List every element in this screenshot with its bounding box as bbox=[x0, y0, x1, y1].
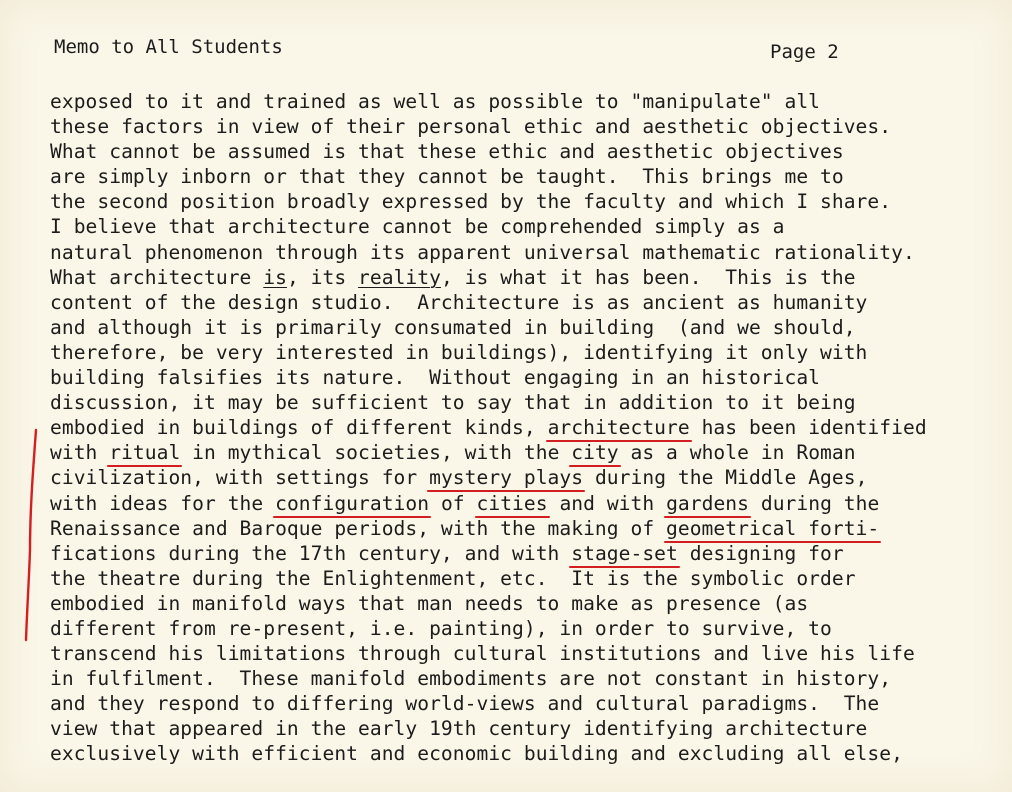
text-segment: during the bbox=[749, 491, 880, 515]
red-underlined-phrase: gardens bbox=[666, 491, 749, 515]
text-line bbox=[50, 390, 1000, 415]
underlined-word: reality bbox=[358, 265, 441, 289]
text-segment: different from re-present, i.e. painting), in order to survive, to bbox=[50, 616, 832, 640]
text-segment: , is what it has been. This is the bbox=[440, 265, 856, 289]
text-segment: during the Middle Ages, bbox=[583, 466, 868, 490]
text-line bbox=[50, 541, 1000, 566]
text-line bbox=[50, 516, 1000, 541]
text-segment: with bbox=[50, 441, 110, 465]
text-line bbox=[50, 741, 1000, 766]
text-segment: the second position broadly expressed by the faculty and which I share. bbox=[50, 190, 892, 214]
text-line bbox=[50, 164, 1000, 189]
text-line bbox=[50, 340, 1000, 365]
text-line bbox=[50, 265, 1000, 290]
text-segment: in fulfilment. These manifold embodiments are not constant in history, bbox=[50, 667, 892, 691]
text-line bbox=[50, 691, 1000, 716]
red-underlined-phrase: geometrical forti- bbox=[666, 516, 880, 540]
text-segment: What architecture bbox=[50, 265, 264, 289]
text-segment: view that appeared in the early 19th century identifying architecture bbox=[50, 717, 868, 741]
text-segment: the theatre during the Enlightenment, etc. It is the symbolic order bbox=[50, 566, 856, 590]
text-line bbox=[50, 491, 1000, 516]
text-line bbox=[50, 465, 1000, 490]
text-segment: designing for bbox=[677, 541, 844, 565]
text-line bbox=[50, 139, 1000, 164]
text-line bbox=[50, 114, 1000, 139]
text-line bbox=[50, 616, 1000, 641]
text-segment: civilization, with settings for bbox=[50, 466, 430, 490]
text-line bbox=[50, 566, 1000, 591]
text-segment: building falsifies its nature. Without engaging in an historical bbox=[50, 366, 821, 390]
text-line bbox=[50, 315, 1000, 340]
text-line bbox=[50, 365, 1000, 390]
text-line bbox=[50, 591, 1000, 616]
text-segment: with ideas for the bbox=[50, 491, 276, 515]
red-underlined-phrase: city bbox=[571, 441, 619, 465]
text-segment: of bbox=[429, 491, 477, 515]
text-segment: transcend his limitations through cultural institutions and live his life bbox=[50, 642, 915, 666]
text-line bbox=[50, 189, 1000, 214]
text-line bbox=[50, 290, 1000, 315]
text-line bbox=[50, 89, 1000, 114]
text-line bbox=[50, 415, 1000, 440]
red-underlined-phrase: stage-set bbox=[571, 541, 678, 565]
text-segment: therefore, be very interested in buildings), identifying it only with bbox=[50, 340, 868, 364]
margin-line-stroke bbox=[26, 430, 36, 640]
text-segment: has been identified bbox=[689, 416, 927, 440]
text-segment: in mythical societies, with the bbox=[180, 441, 572, 465]
text-line bbox=[50, 666, 1000, 691]
memo-title: Memo to All Students bbox=[54, 36, 283, 58]
text-segment: Renaissance and Baroque periods, with the making of bbox=[50, 516, 667, 540]
red-underlined-phrase: cities bbox=[476, 491, 548, 515]
text-segment: exposed to it and trained as well as possible to "manipulate" all bbox=[50, 90, 821, 113]
text-segment: exclusively with efficient and economic building and excluding all else, bbox=[50, 742, 903, 766]
text-segment: as a whole in Roman bbox=[618, 441, 856, 465]
text-segment: , its bbox=[286, 265, 359, 289]
text-segment: fications during the 17th century, and with bbox=[50, 541, 572, 565]
red-underlined-phrase: mystery plays bbox=[429, 466, 584, 490]
text-segment: I believe that architecture cannot be comprehended simply as a bbox=[50, 215, 785, 239]
text-segment: embodied in manifold ways that man needs to make as presence (as bbox=[50, 591, 809, 615]
text-segment: and they respond to differing world-views and cultural paradigms. The bbox=[50, 692, 880, 716]
text-line bbox=[50, 440, 1000, 465]
text-line bbox=[50, 641, 1000, 666]
text-segment: and with bbox=[547, 491, 667, 515]
text-segment: natural phenomenon through its apparent universal mathematic rationality. bbox=[50, 240, 915, 264]
underlined-word: is bbox=[263, 265, 287, 289]
text-segment: What cannot be assumed is that these ethic and aesthetic objectives bbox=[50, 140, 844, 164]
text-line bbox=[50, 214, 1000, 239]
memo-body bbox=[50, 89, 1000, 767]
text-segment: and although it is primarily consumated in building (and we should, bbox=[50, 315, 856, 339]
text-segment: discussion, it may be sufficient to say that in addition to it being bbox=[50, 391, 856, 415]
page-number: Page 2 bbox=[770, 41, 839, 63]
red-underlined-phrase: architecture bbox=[547, 416, 690, 440]
text-segment: are simply inborn or that they cannot be taught. This brings me to bbox=[50, 165, 844, 189]
text-segment: content of the design studio. Architecture is as ancient as humanity bbox=[50, 290, 868, 314]
text-segment: these factors in view of their personal ethic and aesthetic objectives. bbox=[50, 115, 892, 139]
text-line bbox=[50, 716, 1000, 741]
red-underlined-phrase: ritual bbox=[109, 441, 181, 465]
red-underlined-phrase: configuration bbox=[275, 491, 430, 515]
text-line bbox=[50, 240, 1000, 265]
text-segment: embodied in buildings of different kinds, bbox=[50, 416, 548, 440]
